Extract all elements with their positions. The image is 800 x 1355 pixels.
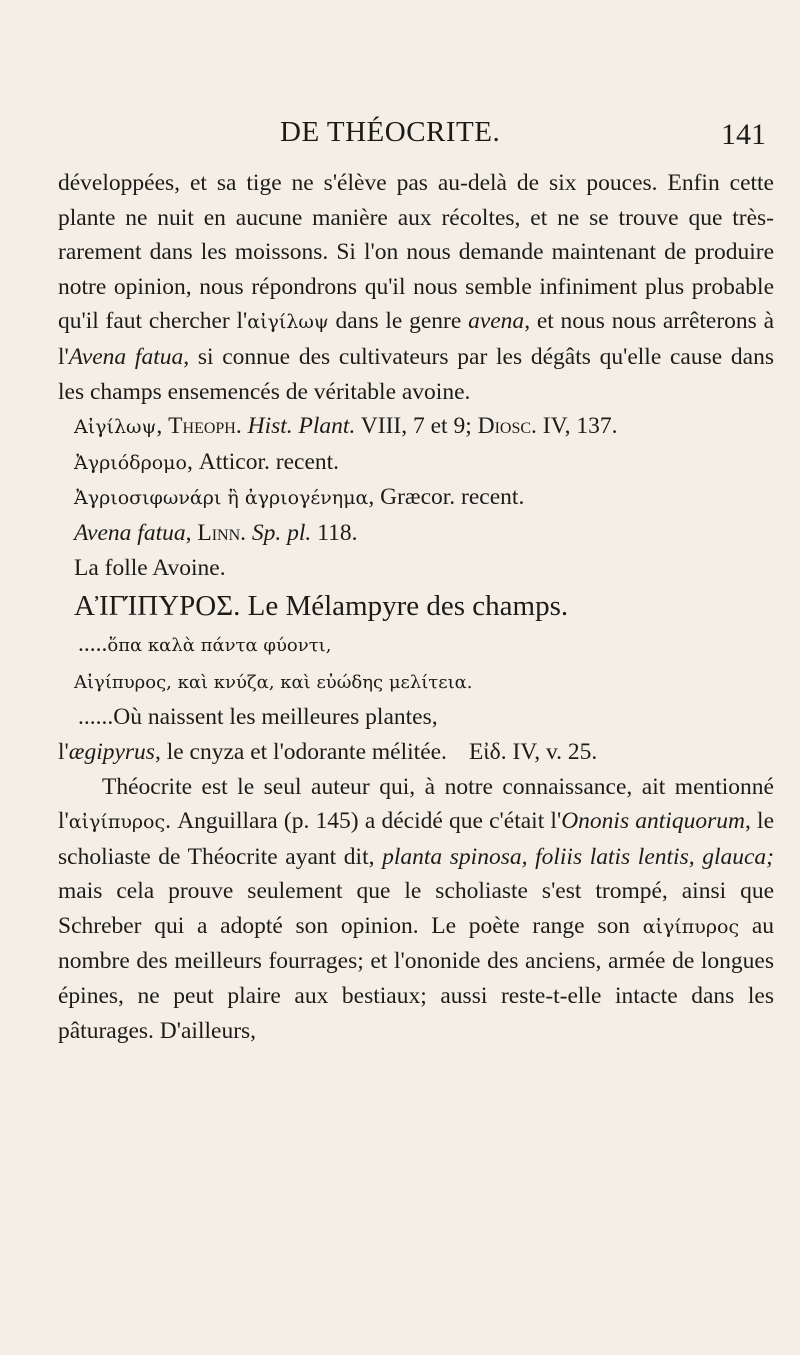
section-heading — [58, 585, 774, 627]
verse-line: ......Où naissent les meilleures plantes, — [78, 704, 438, 731]
book-page — [58, 0, 774, 1355]
running-title: DE THÉOCRITE. — [280, 116, 501, 148]
paragraph: Théocrite est le seul auteur qui, à notre connaissance, ait mentionné l'αἰγίπυρος. Anguillara (p. 145) a décidé que c'était l'Ononis antiquorum, le scholiaste de Théocrite ayant dit, planta spinosa, foliis latis lentis, glauca; mais cela prouve seulement que le scholiaste s'est trompé, ainsi que Schreber qui a adopté son opinion. Le poète range son αἰγίπυρος au nombre des meilleurs fourrages; et l'ononide des anciens, armée de longues épines, ne peut plaire aux bestiaux; aussi reste-t-elle intacte dans les pâturages. D'ailleurs, — [58, 773, 775, 1044]
greek-term: αἰγίλωψ — [247, 311, 329, 334]
running-head — [58, 116, 774, 150]
body-text — [58, 166, 774, 1048]
heading-french: Le Mélampyre des champs. — [240, 590, 569, 623]
verse-quotation — [58, 627, 774, 735]
latin-species: Avena fatua — [68, 343, 184, 370]
page-number: 141 — [721, 118, 766, 151]
paragraph-continued: développées, et sa tige ne s'élève pas au-delà de six pouces. Enfin cette plante ne nuit en aucune manière aux récoltes, et ne se trouve que très-rarement dans les moissons. Si l'on nous demande maintenant de produire notre opinion, nous répondrons qu'il nous semble infiniment plus probable qu'il faut chercher l'αἰγίλωψ dans le genre avena, et nous nous arrêterons à l'Avena fatua, si connue des cultivateurs par les dégâts qu'elle cause dans les champs ensemencés de véritable avoine. — [58, 170, 774, 405]
verse-reference: Εἰδ. IV, v. 25. — [468, 738, 598, 765]
synonym-line: Avena fatua, Linn. Sp. pl. 118. — [74, 519, 358, 546]
synonym-line: Ἀγριόδρομο, Atticor. recent. — [74, 448, 340, 475]
heading-greek: ΑἸΓΊΠΥΡΟΣ. — [74, 590, 241, 623]
synonym-line: La folle Avoine. — [74, 554, 226, 581]
verse-line: .....ὅπα καλὰ πάντα φύοντι, — [78, 631, 332, 658]
verse-line: Αἰγίπυρος, καὶ κνύζα, καὶ εὐώδης μελίτεια. — [74, 671, 473, 693]
verse-translation-end: l'ægipyrus, le cnyza et l'odorante mélitée. Εἰδ. IV, v. 25. — [58, 738, 598, 765]
greek-term: αἰγίπυρος — [68, 811, 166, 834]
synonym-line: Αἰγίλωψ, Theoph. Hist. Plant. VIII, 7 et 9; Diosc. IV, 137. — [74, 413, 618, 440]
latin-genus: avena — [468, 308, 525, 335]
synonym-line: Ἀγριοσιφωνάρι ἢ ἀγριογένημα, Græcor. recent. — [74, 484, 525, 511]
